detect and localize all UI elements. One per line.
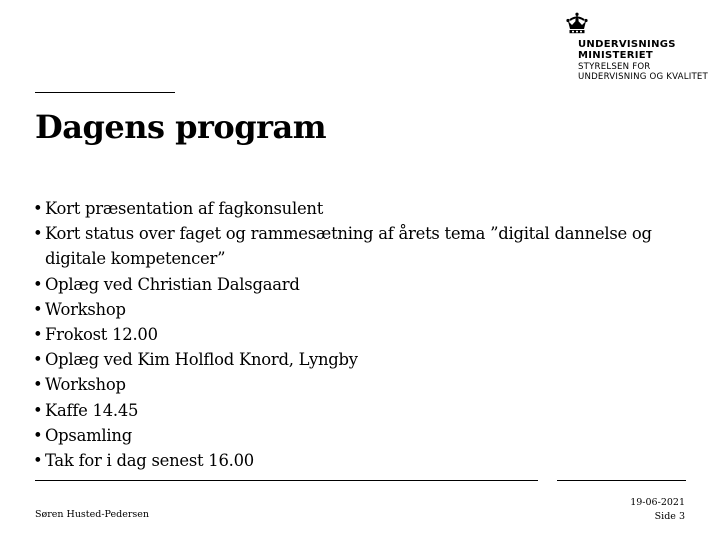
footer-author: Søren Husted-Pedersen	[35, 509, 149, 520]
agenda-item	[33, 372, 683, 397]
agenda-item	[33, 221, 683, 271]
agenda-item	[33, 423, 683, 448]
agenda-item-text: Oplæg ved Kim Holflod Knord, Lyngby	[45, 350, 358, 370]
bullet-icon: •	[33, 224, 43, 244]
bullet-icon: •	[33, 400, 43, 420]
ministry-logo	[560, 10, 710, 90]
footer-date: 19-06-2021	[630, 497, 685, 508]
crown-icon	[564, 12, 590, 36]
bullet-icon: •	[33, 325, 43, 345]
footer-rule-left	[35, 480, 538, 481]
agenda-item	[33, 347, 683, 372]
title-rule	[35, 92, 175, 93]
agenda-item-text: Kort status over faget og rammesætning af årets tema ”digital dannelse og digitale kompetencer”	[45, 224, 652, 269]
agenda-item-text: Opsamling	[45, 425, 132, 445]
bullet-icon: •	[33, 199, 43, 218]
agenda-item	[33, 398, 683, 423]
agenda-list	[33, 196, 683, 473]
bullet-icon: •	[33, 425, 43, 445]
footer-page-number: Side 3	[654, 510, 685, 522]
bullet-icon: •	[33, 451, 43, 471]
agenda-item-text: Workshop	[45, 299, 126, 319]
agenda-item-text: Kaffe 14.45	[45, 400, 139, 420]
agenda-item-text: Oplæg ved Christian Dalsgaard	[45, 274, 300, 294]
agenda-item	[33, 297, 683, 322]
footer-rule-right	[557, 480, 686, 481]
agenda-item	[33, 272, 683, 297]
bullet-icon: •	[33, 299, 43, 319]
bullet-icon: •	[33, 350, 43, 370]
bullet-icon: •	[33, 274, 43, 294]
agenda-item-text: Kort præsentation af fagkonsulent	[45, 199, 324, 218]
logo-text-line-2: MINISTERIET	[578, 50, 653, 61]
logo-text-line-3: STYRELSEN FOR	[578, 62, 651, 72]
footer-meta	[630, 496, 685, 523]
agenda-item	[33, 322, 683, 347]
bullet-icon: •	[33, 375, 43, 395]
agenda-item-text: Tak for i dag senest 16.00	[45, 451, 254, 471]
agenda-item-text: Workshop	[45, 375, 126, 395]
slide-title: Dagens program	[35, 108, 327, 146]
agenda-item-text: Frokost 12.00	[45, 325, 158, 345]
logo-text-line-4: UNDERVISNING OG KVALITET	[578, 72, 708, 82]
agenda-item	[33, 448, 683, 473]
logo-text-line-1: UNDERVISNINGS	[578, 39, 676, 50]
agenda-item	[33, 196, 683, 221]
